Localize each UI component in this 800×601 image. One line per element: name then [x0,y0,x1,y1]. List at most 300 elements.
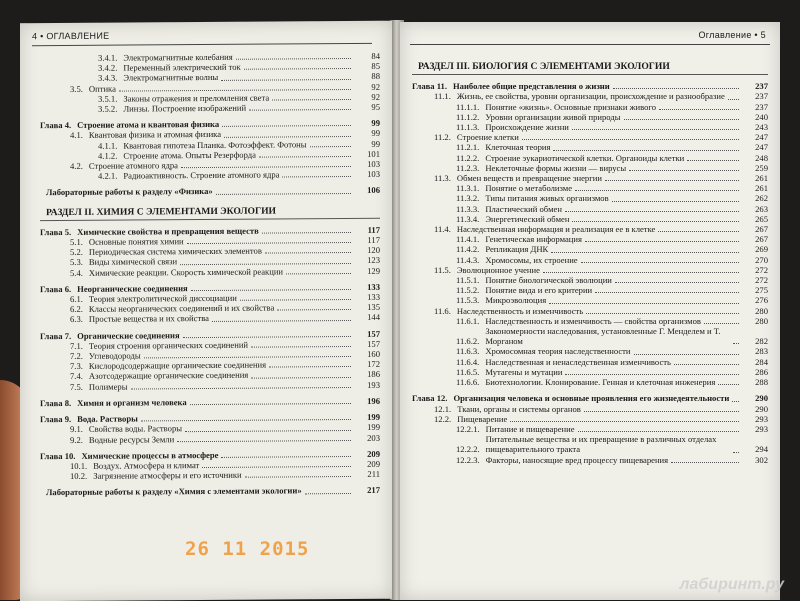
toc-entry-number: 11.5. [434,264,451,275]
toc-dot-leader [586,313,739,314]
toc-entry-number: 5.2. [70,247,83,258]
toc-entry-page: 123 [367,255,380,266]
toc-dot-leader [221,456,351,458]
toc-entry-page: 101 [367,148,380,159]
toc-dot-leader [624,119,739,120]
toc-entry-page: 280 [755,315,768,326]
toc-entry-page: 84 [371,50,380,61]
toc-dot-leader [185,429,351,431]
section-rule [40,218,380,221]
toc-dot-leader [251,377,351,379]
toc-entry-page: 237 [755,101,768,112]
toc-entry-number: 11.3.3. [456,203,480,214]
toc-entry-number: Глава 8. [40,397,72,409]
toc-entry-title: Генетическая информация [485,234,582,245]
date-stamp: 26 11 2015 [185,538,310,560]
toc-dot-leader [181,166,351,168]
toc-dot-leader [259,156,351,158]
toc-entry-number: 10.1. [70,460,88,471]
toc-entry-number: 11.3.4. [456,213,480,224]
toc-entry-title: Кислородсодержащие органические соединения [88,359,267,372]
toc-entry [412,377,768,387]
toc-entry-title: Понятие о метаболизме [485,183,573,194]
toc-entry [412,122,768,132]
toc-entry-page: 272 [755,275,768,286]
toc-entry-title: Азотсодержащие органические соединения [88,370,249,382]
toc-entry-number: Глава 5. [40,226,72,238]
toc-entry [40,485,380,498]
toc-entry [412,102,768,112]
toc-dot-leader [728,99,739,100]
toc-entry [40,432,380,445]
toc-entry-page: 286 [755,366,768,377]
toc-entry [412,424,768,434]
left-toc [40,51,380,498]
toc-dot-leader [131,387,352,390]
toc-entry-title: Лабораторные работы к разделу «Физика» [46,186,213,198]
toc-dot-leader [305,493,351,494]
toc-entry [40,102,380,115]
toc-entry [412,275,768,285]
toc-entry-number: 11.4.2. [456,244,480,255]
toc-entry [412,367,768,377]
toc-dot-leader [244,68,351,70]
toc-dot-leader [510,421,739,422]
toc-entry [412,91,768,101]
toc-entry [412,244,768,254]
toc-entry-page: 267 [755,224,768,235]
toc-entry-title: Основные понятия химии [88,236,184,247]
toc-entry [40,265,380,278]
toc-entry [412,153,768,163]
toc-entry-page: 144 [367,312,380,323]
toc-entry [412,393,768,403]
toc-entry-title: Хромосомы, их строение [485,254,578,265]
toc-entry-number: 11.4. [434,224,451,235]
toc-entry-number: 11.3.1. [456,183,480,194]
toc-dot-leader [585,241,739,242]
toc-entry-page: 243 [755,122,768,133]
toc-entry-page: 283 [755,346,768,357]
toc-entry-page: 293 [755,423,768,434]
toc-entry [40,169,380,182]
toc-entry-number: 12.2. [434,413,452,424]
toc-dot-leader [282,176,351,177]
toc-dot-leader [671,462,739,463]
toc-entry-title: Радиоактивность. Строение атомного ядра [123,169,280,181]
toc-dot-leader [251,346,351,348]
toc-entry-number: Глава 7. [40,330,72,341]
toc-entry-title: Неорганические соединения [77,282,188,294]
toc-entry-page: 259 [755,162,768,173]
toc-entry-page: 282 [755,336,768,347]
toc-entry [412,326,768,346]
toc-entry-page: 99 [371,128,380,139]
toc-dot-leader [659,109,739,110]
toc-entry-number: 11.2.1. [456,142,480,153]
toc-dot-leader [224,136,351,138]
toc-entry-page: 186 [367,369,380,380]
toc-dot-leader [269,366,351,368]
toc-entry-page: 172 [367,359,380,370]
toc-entry [412,62,768,72]
toc-entry [412,455,768,465]
toc-dot-leader [549,303,739,304]
toc-entry-number: 11.6.4. [456,356,480,367]
toc-entry-title: Углеводороды [88,350,141,361]
toc-dot-leader [553,150,739,151]
toc-entry-title: Наследственная и ненаследственная изменчивость [485,356,671,367]
toc-entry-title: Уровни организации живой природы [485,111,621,122]
toc-dot-leader [629,170,739,171]
toc-dot-leader [732,401,739,402]
toc-entry-title: Питание и пищеварение [485,423,575,434]
toc-entry-number: 5.3. [70,257,83,268]
left-page [20,21,392,601]
toc-dot-leader [584,411,739,412]
toc-entry-number: 11.1.3. [456,122,480,133]
toc-entry-title: Происхождение жизни [485,122,569,133]
toc-entry-number: 4.1. [70,130,83,141]
toc-entry [412,204,768,214]
toc-entry [412,112,768,122]
toc-entry-number: 11.6. [434,305,451,316]
toc-entry-number: 7.5. [70,381,83,392]
toc-entry-page: 240 [755,111,768,122]
toc-dot-leader [277,309,351,311]
toc-entry [412,132,768,142]
toc-entry-number: 4.1.2. [98,150,118,161]
toc-entry-number: 11.5.3. [456,295,480,306]
toc-dot-leader [578,431,739,432]
toc-entry-page: 280 [755,305,768,316]
toc-entry [412,414,768,424]
toc-entry-title: Органические соединения [77,329,180,341]
toc-entry-title: Свойства воды. Растворы [88,423,183,435]
toc-entry-page: 193 [367,379,380,390]
toc-dot-leader [543,272,739,273]
toc-dot-leader [522,139,739,140]
toc-entry-page: 117 [367,224,380,235]
toc-dot-leader [183,336,351,338]
toc-entry-title: Микроэволюция [485,295,547,306]
toc-dot-leader [119,89,351,92]
toc-entry-title: Простые вещества и их свойства [88,313,209,325]
toc-entry-page: 196 [367,395,380,406]
toc-dot-leader [286,273,351,274]
toc-entry-page: 199 [367,422,380,433]
toc-entry-number: 12.2.3. [456,454,480,465]
toc-entry [412,346,768,356]
toc-entry-page: 106 [367,185,380,196]
toc-entry-page: 261 [755,173,768,184]
toc-entry [412,163,768,173]
toc-entry-number: 11.2.2. [456,152,480,163]
toc-entry-page: 302 [755,454,768,465]
toc-entry-title: Наследственная информация и реализация ее в клетке [456,224,656,235]
toc-entry [40,185,380,198]
toc-dot-leader [733,452,739,453]
toc-entry-number: 4.1.1. [98,140,118,151]
toc-dot-leader [615,282,739,283]
toc-entry-title: Строение атомного ядра [88,160,178,171]
toc-entry-page: 120 [367,245,380,256]
toc-entry-title: Классы неорганических соединений и их свойства [88,302,275,315]
toc-dot-leader [180,263,351,265]
toc-entry-page: 269 [755,244,768,255]
toc-entry-title: Пластический обмен [485,203,562,214]
toc-entry-page: 284 [755,356,768,367]
toc-entry [412,295,768,305]
toc-entry [412,193,768,203]
toc-entry-title: Наиболее общие представления о жизни [452,81,610,92]
toc-dot-leader [212,320,351,322]
toc-dot-leader [704,323,739,324]
toc-entry-page: 117 [367,234,380,245]
right-toc [412,52,768,465]
toc-entry-number: 7.1. [70,340,83,351]
toc-entry-number: Глава 9. [40,414,72,425]
toc-entry-title: РАЗДЕЛ III. БИОЛОГИЯ С ЭЛЕМЕНТАМИ ЭКОЛОГИИ [418,61,670,72]
toc-entry [40,205,380,218]
toc-dot-leader [222,125,351,127]
toc-entry-number: 11.1.1. [456,101,480,112]
toc-entry-page: 237 [755,81,768,92]
toc-dot-leader [565,374,739,375]
toc-entry-page: 290 [755,403,768,414]
toc-entry-page: 294 [755,444,768,455]
toc-entry-title: Жизнь, ее свойства, уровни организации, происхождение и разнообразие [456,91,725,102]
toc-entry-page: 95 [371,101,380,112]
toc-dot-leader [595,292,739,293]
toc-dot-leader [687,160,739,161]
toc-dot-leader [565,211,739,212]
toc-entry-number: 7.4. [70,371,83,382]
toc-entry-title: Квантовая физика и атомная физика [88,129,222,141]
toc-entry-number: 12.1. [434,403,452,414]
section-rule [412,74,768,75]
toc-entry-page: 247 [755,142,768,153]
toc-entry-number: 6.3. [70,314,83,325]
toc-dot-leader [272,99,351,101]
toc-entry-number: 3.4.3. [98,73,118,84]
toc-entry-title: Наследственность и изменчивость [456,305,584,316]
toc-dot-leader [718,384,739,385]
toc-entry-page: 262 [755,193,768,204]
toc-entry-page: 276 [755,295,768,306]
toc-entry-page: 265 [755,213,768,224]
toc-entry-number: 11.5.2. [456,285,480,296]
toc-entry [412,234,768,244]
toc-entry-page: 261 [755,183,768,194]
toc-entry [412,265,768,275]
toc-entry-number: 11.2. [434,132,451,143]
toc-entry-title: Обмен веществ и превращение энергии [456,173,602,184]
toc-entry-title: Строение атома. Опыты Резерфорда [123,149,256,161]
toc-entry-title: Питательные вещества и их превращение в различных отделах пищеварительного тракта [485,434,717,455]
toc-entry-page: 88 [371,71,380,82]
watermark: лабиринт.ру [679,576,784,593]
toc-entry-number: 11.1. [434,91,451,102]
left-header-rule [32,43,372,46]
toc-entry-title: Репликация ДНК [485,244,549,255]
toc-entry-page: 99 [371,118,380,129]
toc-entry-title: Химические свойства и превращения веществ [77,225,259,237]
toc-dot-leader [262,232,351,234]
toc-entry-page: 199 [367,411,380,422]
toc-entry-page: 135 [367,302,380,313]
toc-dot-leader [221,79,351,81]
toc-entry-title: Химические реакции. Скорость химической реакции [88,266,284,278]
toc-entry-page: 99 [371,138,380,149]
toc-entry-title: Воздух. Атмосфера и климат [93,459,200,471]
toc-entry-page: 209 [367,458,380,469]
toc-entry-page: 263 [755,203,768,214]
toc-entry [412,214,768,224]
toc-entry-title: Строение эукариотической клетки. Органоиды клетки [485,152,685,163]
toc-dot-leader [187,242,351,244]
toc-entry [412,357,768,367]
toc-dot-leader [612,201,739,202]
toc-dot-leader [236,58,351,60]
toc-entry-title: Понятие вида и его критерии [485,285,593,296]
toc-entry-title: Понятие биологической эволюции [485,275,612,286]
toc-entry-page: 270 [755,254,768,265]
toc-entry [412,285,768,295]
toc-dot-leader [551,252,739,253]
toc-dot-leader [581,262,739,263]
toc-entry-title: Эволюционное учение [456,264,540,275]
toc-dot-leader [249,109,351,111]
toc-entry-title: Переменный электрический ток [123,61,241,73]
toc-entry-title: Пищеварение [457,413,508,424]
toc-dot-leader [575,190,739,191]
toc-entry [412,81,768,91]
toc-entry-title: Закономерности наследования, установленные Г. Менделем и Т. Морганом [485,326,721,347]
toc-dot-leader [202,466,351,468]
toc-entry [40,396,380,409]
right-page [400,22,780,600]
toc-entry-title: Электромагнитные колебания [123,51,233,63]
toc-entry-number: 4.2.1. [98,170,118,181]
toc-dot-leader [240,299,351,301]
toc-entry-title: РАЗДЕЛ II. ХИМИЯ С ЭЛЕМЕНТАМИ ЭКОЛОГИИ [46,205,277,218]
toc-entry-number: 12.2.2. [456,444,480,455]
toc-entry-number: Глава 6. [40,283,72,295]
toc-entry [412,316,768,326]
toc-dot-leader [216,193,351,195]
toc-entry-page: 272 [755,264,768,275]
toc-entry-title: Водные ресурсы Земли [88,433,175,445]
toc-dot-leader [144,356,351,358]
toc-dot-leader [265,252,351,254]
right-running-header: Оглавление • 5 [698,30,766,40]
toc-dot-leader [191,289,351,291]
toc-entry-title: Теория электролитической диссоциации [88,292,237,304]
toc-entry-title: Строение клетки [456,132,519,143]
toc-entry-title: Понятие «жизнь». Основные признаки живого [485,101,657,112]
toc-entry [412,434,768,454]
toc-entry-page: 247 [755,132,768,143]
toc-entry-title: Наследственность и изменчивость — свойства организмов [485,315,701,326]
toc-entry-number: 11.6.3. [456,346,480,357]
toc-dot-leader [177,440,351,442]
toc-entry-title: Квантовая гипотеза Планка. Фотоэффект. Фотоны [123,138,307,151]
toc-dot-leader [245,476,351,478]
toc-entry-number: 4.2. [70,160,83,171]
toc-entry-page: 293 [755,413,768,424]
toc-entry [412,183,768,193]
toc-entry-title: Законы отражения и преломления света [123,92,270,104]
toc-entry-number: 9.2. [70,434,83,445]
toc-entry [412,255,768,265]
toc-entry-title: Полимеры [88,381,128,392]
toc-entry-number: Глава 4. [40,120,72,131]
toc-entry [412,173,768,183]
toc-entry-number: 11.6.5. [456,366,480,377]
toc-entry-number: 9.1. [70,424,83,435]
toc-entry-page: 160 [367,348,380,359]
toc-entry-number: 3.4.2. [98,62,118,73]
toc-entry-page: 237 [755,91,768,102]
toc-entry-title: Ткани, органы и системы органов [457,403,581,414]
toc-entry-title: Клеточная теория [485,142,551,153]
toc-entry-page: 85 [371,60,380,72]
toc-entry-title: Оптика [88,83,116,94]
toc-dot-leader [605,180,739,181]
toc-entry-page: 157 [367,338,380,349]
toc-dot-leader [674,364,739,365]
toc-entry [412,306,768,316]
toc-entry-page: 217 [367,485,380,496]
toc-entry-title: Мутагены и мутации [485,366,563,377]
toc-entry-number: Глава 12. [412,393,448,404]
toc-entry [412,404,768,414]
toc-entry-page: 288 [755,377,768,388]
toc-entry-number: 7.2. [70,350,83,362]
toc-entry-number: 6.2. [70,304,83,315]
toc-entry-title: Лабораторные работы к разделу «Химия с элементами экологии» [46,485,302,498]
toc-entry-title: Вода. Растворы [77,413,138,424]
toc-entry-title: Строение атома и квантовая физика [77,119,220,131]
toc-entry-number: 11.2.3. [456,162,480,173]
toc-entry-title: Химические процессы в атмосфере [81,449,219,461]
toc-dot-leader [613,88,739,89]
toc-entry-number: 6.1. [70,293,83,305]
toc-entry-title: Биотехнологии. Клонирование. Генная и клеточная инженерия [485,377,716,388]
toc-entry-number: 11.4.3. [456,254,480,265]
toc-entry-page: 92 [371,91,380,102]
toc-entry-number: Глава 10. [40,450,76,461]
toc-entry-page: 133 [367,291,380,302]
toc-entry-title: Электромагнитные волны [123,72,219,83]
toc-entry-title: Виды химической связи [88,256,178,268]
toc-entry-page: 267 [755,234,768,245]
toc-dot-leader [190,403,351,405]
toc-entry-title: Хромосомная теория наследственности [485,346,631,357]
toc-entry-title: Энергетический обмен [485,213,570,224]
toc-entry-number: 12.2.1. [456,423,480,434]
toc-entry-title: Химия и организм человека [77,397,187,408]
left-running-header: 4 • ОГЛАВЛЕНИЕ [32,30,110,42]
toc-dot-leader [733,343,739,344]
toc-entry-number: 3.5.1. [98,93,118,104]
toc-entry-number: 3.5. [70,83,83,94]
toc-entry-page: 203 [367,432,380,443]
toc-dot-leader [572,129,739,130]
toc-entry-page: 209 [367,448,380,459]
toc-dot-leader [634,354,739,355]
